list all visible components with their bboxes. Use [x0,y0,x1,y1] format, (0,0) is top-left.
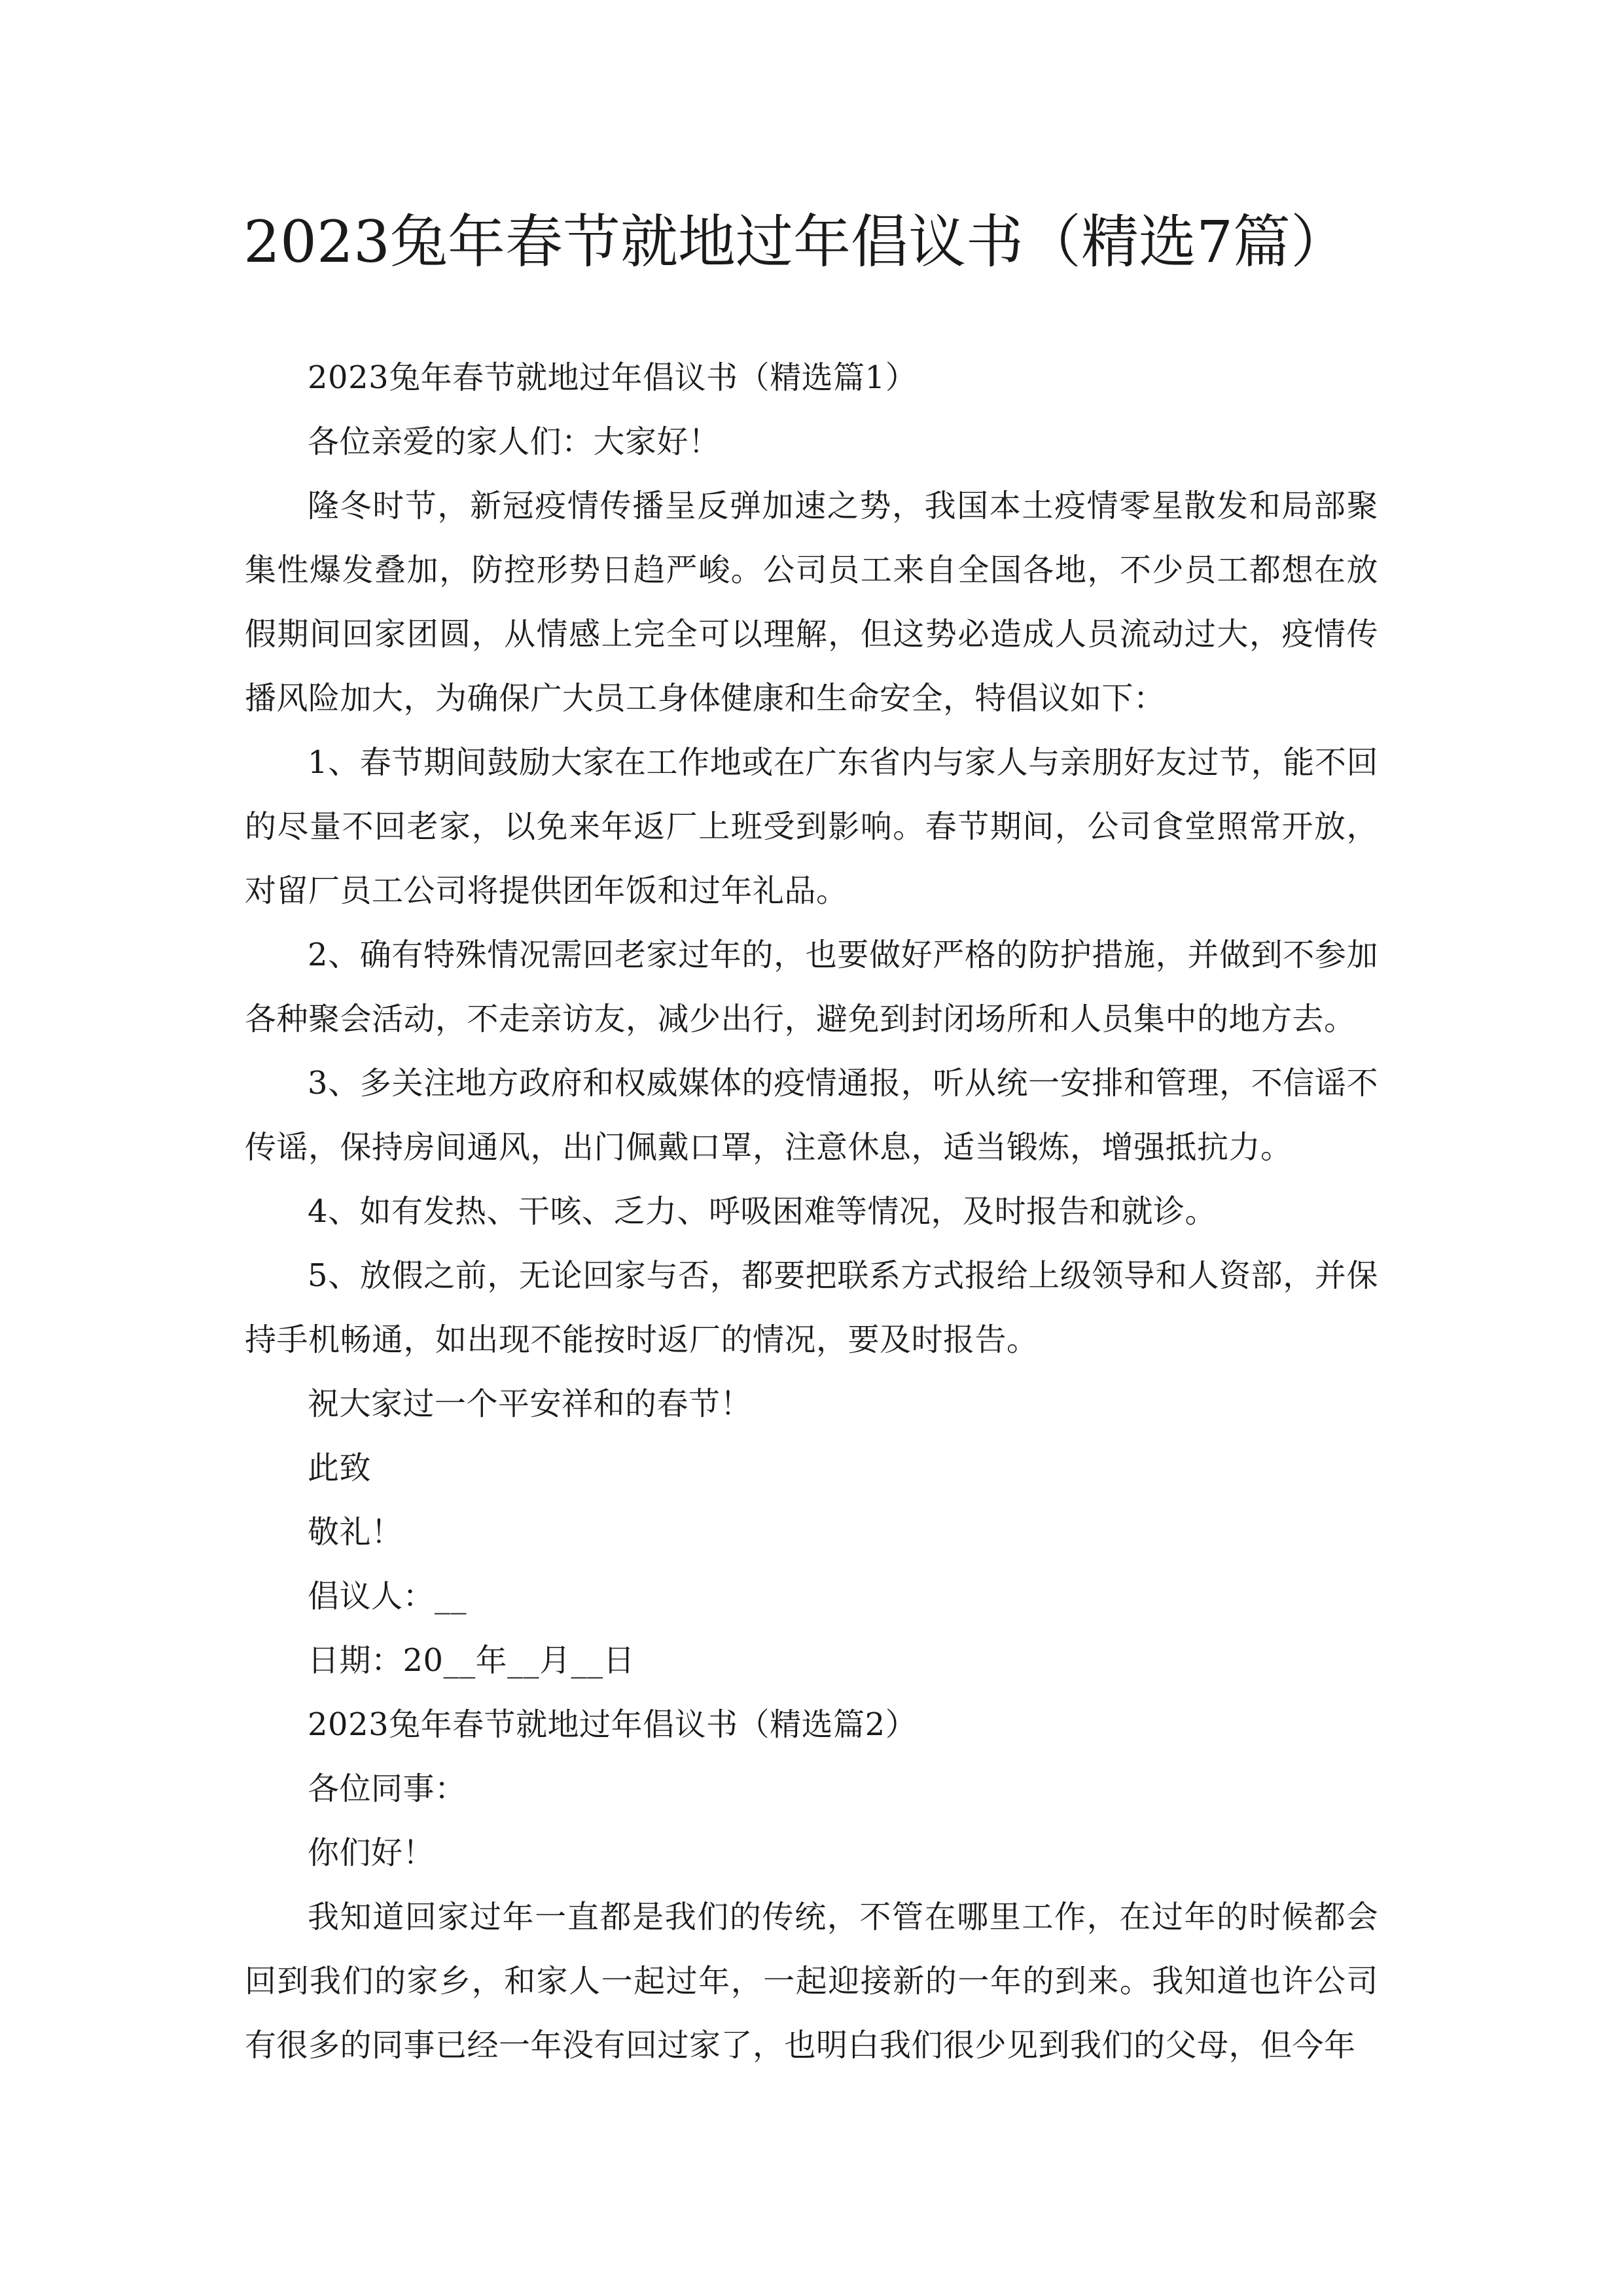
proposal-item-3: 3、多关注地方政府和权威媒体的疫情通报，听从统一安排和管理，不信谣不传谣，保持房间通风，出门佩戴口罩，注意休息，适当锻炼，增强抵抗力。 [245,1065,1378,1166]
proposal-item-4: 4、如有发热、干咳、乏力、呼吸困难等情况，及时报告和就诊。 [308,1193,1217,1230]
proposal-item-1: 1、春节期间鼓励大家在工作地或在广东省内与家人与亲朋好友过节，能不回的尽量不回老家，以免来年返厂上班受到影响。春节期间，公司食堂照常开放，对留厂员工公司将提供团年饭和过年礼品。 [245,744,1378,909]
proposal-item-5: 5、放假之前，无论回家与否，都要把联系方式报给上级领导和人资部，并保持手机畅通，如出现不能按时返厂的情况，要及时报告。 [245,1257,1378,1358]
document-title: 2023兔年春节就地过年倡议书（精选7篇） [243,208,1348,276]
salutation: 各位亲爱的家人们：大家好！ [308,423,721,460]
section-heading-2: 2023兔年春节就地过年倡议书（精选篇2） [308,1706,918,1743]
closing-ci-zhi: 此致 [308,1450,372,1486]
proposal-item-2: 2、确有特殊情况需回老家过年的，也要做好严格的防护措施，并做到不参加各种聚会活动，不走亲访友，减少出行，避免到封闭场所和人员集中的地方去。 [245,937,1378,1037]
paragraph-intro: 隆冬时节，新冠疫情传播呈反弹加速之势，我国本土疫情零星散发和局部聚集性爆发叠加，防控形势日趋严峻。公司员工来自全国各地，不少员工都想在放假期间回家团圆，从情感上完全可以理解，但这势必造成人员流动过大，疫情传播风险加大，为确保广大员工身体健康和生命安全，特倡议如下： [245,488,1378,717]
paragraph-body-2: 我知道回家过年一直都是我们的传统，不管在哪里工作，在过年的时候都会回到我们的家乡，和家人一起过年，一起迎接新的一年的到来。我知道也许公司有很多的同事已经一年没有回过家了，也明白我们很少见到我们的父母，但今年 [245,1899,1378,2064]
greeting-2: 你们好！ [308,1835,435,1871]
closing-wish: 祝大家过一个平安祥和的春节！ [308,1386,753,1422]
salutation-2: 各位同事： [308,1770,467,1807]
closing-jing-li: 敬礼！ [308,1514,403,1551]
document-body [245,346,1378,2077]
signature-line: 倡议人：__ [308,1578,467,1615]
date-line: 日期：20__年__月__日 [308,1642,635,1679]
section-heading-1: 2023兔年春节就地过年倡议书（精选篇1） [308,359,918,396]
